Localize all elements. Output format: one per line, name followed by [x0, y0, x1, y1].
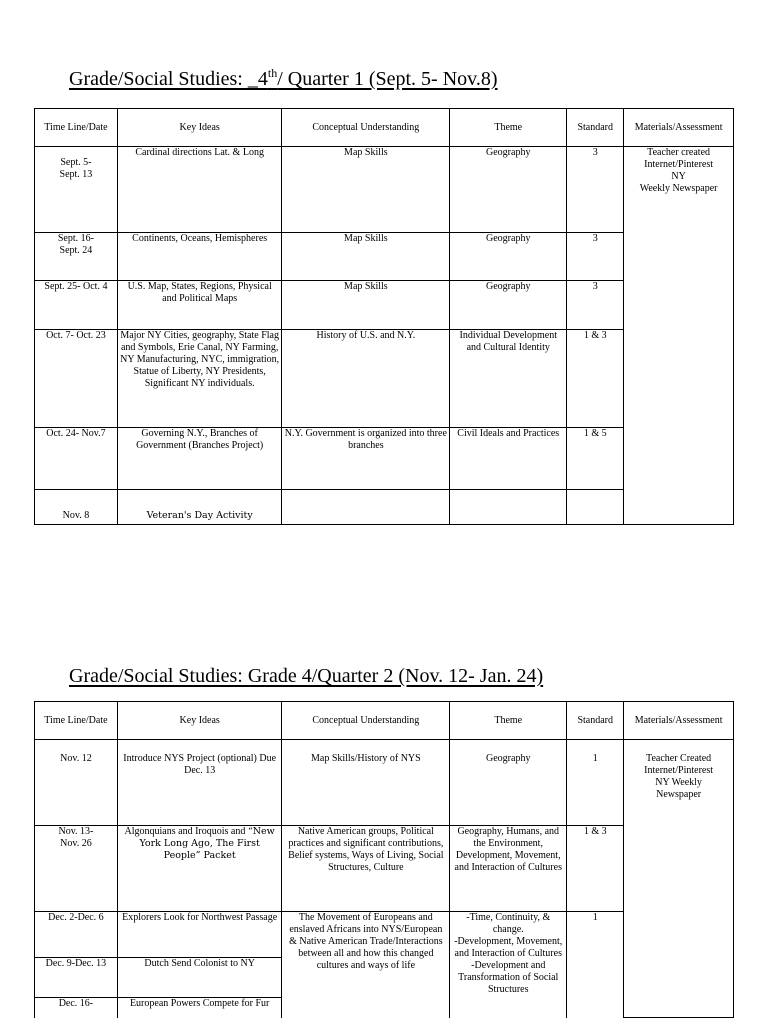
date-cell: Sept. 16- Sept. 24 [35, 233, 118, 281]
quarter1-table [34, 108, 734, 525]
header-cell: Materials/Assessment [624, 702, 734, 740]
key-ideas-packet-text: “New York Long Ago, The First People” Packet [139, 826, 275, 861]
standard-cell: 1 [567, 740, 624, 826]
key-ideas-cell [117, 826, 282, 912]
header-cell: Conceptual Understanding [282, 702, 450, 740]
header-cell: Conceptual Understanding [282, 109, 450, 147]
key-ideas-cell: Dutch Send Colonist to NY [117, 958, 282, 998]
header-cell: Key Ideas [117, 702, 282, 740]
theme-cell: Geography [450, 281, 567, 330]
standard-cell: 1 & 3 [567, 826, 624, 912]
key-ideas-cell: Governing N.Y., Branches of Government (Branches Project) [117, 428, 282, 490]
key-ideas-cell: Veteran's Day Activity [117, 490, 282, 525]
theme-cell: Geography, Humans, and the Environment, Development, Movement, and Interaction of Cultures [450, 826, 567, 912]
materials-cell: Teacher Created Internet/Pinterest NY Weekly Newspaper [624, 740, 734, 1018]
theme-cell: Geography [450, 147, 567, 233]
concept-cell: History of U.S. and N.Y. [282, 330, 450, 428]
header-cell: Time Line/Date [35, 702, 118, 740]
quarter1-title: Grade/Social Studies: _4th/ Quarter 1 (Sept. 5- Nov.8) [69, 66, 498, 90]
date-cell: Oct. 7- Oct. 23 [35, 330, 118, 428]
key-ideas-cell: Introduce NYS Project (optional) Due Dec. 13 [117, 740, 282, 826]
table-row [35, 740, 734, 826]
quarter2-table [34, 701, 734, 1018]
concept-cell: Map Skills [282, 281, 450, 330]
standard-cell: 3 [567, 147, 624, 233]
date-cell: Nov. 8 [35, 490, 118, 525]
concept-cell: Map Skills/History of NYS [282, 740, 450, 826]
key-ideas-text: Algonquians and Iroquois and [124, 826, 246, 837]
date-cell: Oct. 24- Nov.7 [35, 428, 118, 490]
key-ideas-cell: Cardinal directions Lat. & Long [117, 147, 282, 233]
header-cell: Theme [450, 702, 567, 740]
standard-cell: 1 & 5 [567, 428, 624, 490]
theme-cell [450, 490, 567, 525]
theme-cell: Geography [450, 740, 567, 826]
concept-cell: The Movement of Europeans and enslaved Africans into NYS/European & Native American Trade/Interactions between all and how this changed cultures and ways of life [282, 912, 450, 1018]
table-row [35, 147, 734, 233]
date-cell: Nov. 13- Nov. 26 [35, 826, 118, 912]
table-header-row [35, 109, 734, 147]
key-ideas-cell: Major NY Cities, geography, State Flag and Symbols, Erie Canal, NY Farming, NY Manufacturing, NYC, immigration, Statue of Liberty, NY Presidents, Significant NY individuals. [117, 330, 282, 428]
concept-cell: Map Skills [282, 233, 450, 281]
concept-cell: N.Y. Government is organized into three branches [282, 428, 450, 490]
key-ideas-cell: U.S. Map, States, Regions, Physical and Political Maps [117, 281, 282, 330]
header-cell: Time Line/Date [35, 109, 118, 147]
theme-cell: Individual Development and Cultural Identity [450, 330, 567, 428]
header-cell: Materials/Assessment [624, 109, 734, 147]
theme-cell: Geography [450, 233, 567, 281]
header-cell: Standard [567, 702, 624, 740]
header-cell: Key Ideas [117, 109, 282, 147]
theme-cell: Civil Ideals and Practices [450, 428, 567, 490]
table-header-row [35, 702, 734, 740]
standard-cell [567, 490, 624, 525]
date-cell: Dec. 9-Dec. 13 [35, 958, 118, 998]
standard-cell: 3 [567, 233, 624, 281]
key-ideas-cell: European Powers Compete for Fur [117, 998, 282, 1018]
date-cell: Sept. 25- Oct. 4 [35, 281, 118, 330]
key-ideas-cell: Continents, Oceans, Hemispheres [117, 233, 282, 281]
materials-cell: Teacher created Internet/Pinterest NY Weekly Newspaper [624, 147, 734, 525]
key-ideas-cell: Explorers Look for Northwest Passage [117, 912, 282, 958]
standard-cell: 3 [567, 281, 624, 330]
standard-cell: 1 [567, 912, 624, 1018]
date-cell: Dec. 16- [35, 998, 118, 1018]
date-cell: Nov. 12 [35, 740, 118, 826]
date-cell: Dec. 2-Dec. 6 [35, 912, 118, 958]
concept-cell: Map Skills [282, 147, 450, 233]
standard-cell: 1 & 3 [567, 330, 624, 428]
theme-cell: -Time, Continuity, & change. -Development, Movement, and Interaction of Cultures -Development and Transformation of Social Structures [450, 912, 567, 1018]
date-cell: Sept. 5- Sept. 13 [35, 147, 118, 233]
header-cell: Standard [567, 109, 624, 147]
concept-cell: Native American groups, Political practices and significant contributions, Belief systems, Ways of Living, Social Structures, Culture [282, 826, 450, 912]
header-cell: Theme [450, 109, 567, 147]
quarter2-title: Grade/Social Studies: Grade 4/Quarter 2 (Nov. 12- Jan. 24) [69, 665, 544, 687]
concept-cell [282, 490, 450, 525]
